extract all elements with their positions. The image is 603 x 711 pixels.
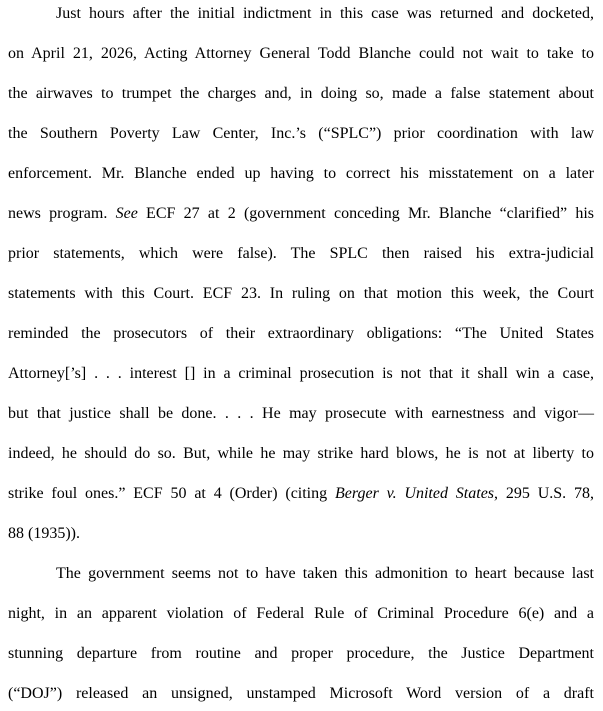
- paragraph-1-line-7: prior statements, which were false). The SPLC then raised his extra-judicial: [8, 245, 594, 262]
- paragraph-1-line-11: but that justice shall be done. . . . He may prosecute with earnestness and vigor—: [8, 405, 594, 422]
- paragraph-2-line-3: stunning departure from routine and proper procedure, the Justice Department: [8, 645, 594, 662]
- paragraph-2-line-4: (“DOJ”) released an unsigned, unstamped Microsoft Word version of a draft: [8, 685, 594, 702]
- paragraph-1-line-13: [8, 484, 594, 504]
- paragraph-1-line-10: Attorney[’s] . . . interest [] in a criminal prosecution is not that it shall win a case,: [8, 365, 594, 382]
- paragraph-2-line-1: The government seems not to have taken this admonition to heart because last: [56, 565, 594, 582]
- paragraph-1-line-12: indeed, he should do so. But, while he may strike hard blows, he is not at liberty to: [8, 445, 594, 462]
- paragraph-1-line-3: the airwaves to trumpet the charges and, in doing so, made a false statement about: [8, 85, 594, 102]
- see-signal: See: [115, 205, 138, 222]
- paragraph-1-line-4: the Southern Poverty Law Center, Inc.’s (“SPLC”) prior coordination with law: [8, 125, 594, 142]
- paragraph-1-line-5: enforcement. Mr. Blanche ended up having to correct his misstatement on a later: [8, 165, 594, 182]
- paragraph-1-line-2: on April 21, 2026, Acting Attorney General Todd Blanche could not wait to take to: [8, 45, 594, 62]
- line-13-part-1: strike foul ones.” ECF 50 at 4 (Order) (citing: [8, 485, 335, 502]
- case-citation: Berger v. United States: [334, 485, 495, 502]
- paragraph-1-line-8: statements with this Court. ECF 23. In ruling on that motion this week, the Court: [8, 285, 594, 302]
- paragraph-1-line-9: reminded the prosecutors of their extraordinary obligations: “The United States: [8, 325, 594, 342]
- line-6-part-1: news program.: [8, 205, 116, 222]
- line-6-part-3: ECF 27 at 2 (government conceding Mr. Blanche “clarified” his: [137, 205, 594, 222]
- paragraph-1-line-14: 88 (1935)).: [8, 525, 80, 542]
- line-13-part-3: , 295 U.S. 78,: [494, 485, 594, 502]
- paragraph-2-line-2: night, in an apparent violation of Federal Rule of Criminal Procedure 6(e) and a: [8, 605, 594, 622]
- paragraph-1-line-6: [8, 204, 594, 224]
- paragraph-1-line-1: Just hours after the initial indictment in this case was returned and docketed,: [56, 5, 594, 22]
